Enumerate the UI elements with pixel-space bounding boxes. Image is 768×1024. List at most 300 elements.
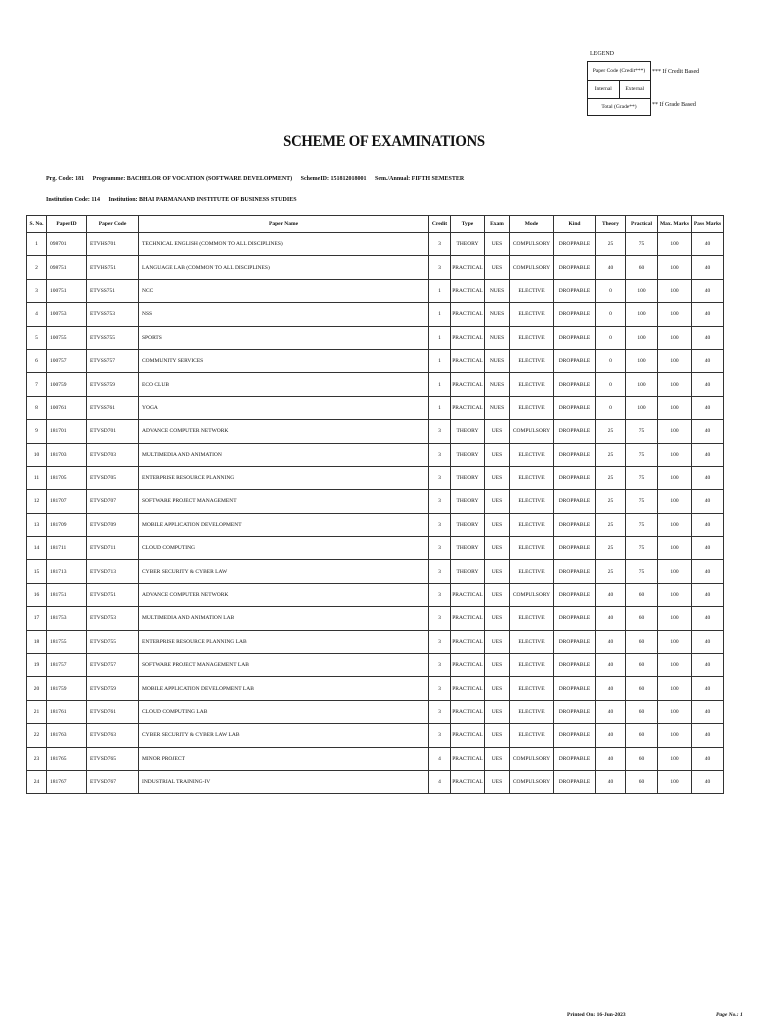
cell-type: PRACTICAL [451,724,485,747]
table-row [27,349,724,372]
cell-exam: NUES [485,326,510,349]
table-row [27,233,724,256]
cell-exam: UES [485,583,510,606]
cell-exam: UES [485,724,510,747]
cell-type: PRACTICAL [451,396,485,419]
cell-mode: COMPULSORY [510,583,554,606]
header-pass-marks: Pass Marks [692,216,724,233]
cell-type: PRACTICAL [451,349,485,372]
cell-kind: DROPPABLE [554,279,596,302]
cell-kind: DROPPABLE [554,700,596,723]
cell-type: PRACTICAL [451,256,485,279]
cell-practical: 75 [626,443,658,466]
cell-type: PRACTICAL [451,607,485,630]
cell-exam: NUES [485,279,510,302]
cell-pass-marks: 40 [692,583,724,606]
cell-credit: 3 [429,420,451,443]
table-row [27,724,724,747]
cell-paper-id: 181709 [47,513,87,536]
institution-info [46,197,304,203]
cell-paper-code: ETVSD709 [87,513,139,536]
cell-credit: 3 [429,654,451,677]
cell-exam: UES [485,700,510,723]
cell-type: PRACTICAL [451,700,485,723]
table-body [27,233,724,794]
cell-max-marks: 100 [658,256,692,279]
cell-practical: 100 [626,279,658,302]
cell-credit: 3 [429,233,451,256]
cell-pass-marks: 40 [692,513,724,536]
cell-sno: 11 [27,466,47,489]
cell-kind: DROPPABLE [554,770,596,793]
cell-sno: 20 [27,677,47,700]
cell-theory: 40 [596,747,626,770]
cell-type: THEORY [451,233,485,256]
cell-sno: 24 [27,770,47,793]
cell-type: PRACTICAL [451,326,485,349]
table-row [27,607,724,630]
cell-practical: 60 [626,583,658,606]
cell-paper-id: 098751 [47,256,87,279]
cell-kind: DROPPABLE [554,373,596,396]
legend-external: External [619,80,651,98]
cell-paper-code: ETVSD701 [87,420,139,443]
cell-sno: 4 [27,303,47,326]
cell-mode: ELECTIVE [510,326,554,349]
cell-sno: 18 [27,630,47,653]
cell-max-marks: 100 [658,233,692,256]
cell-mode: ELECTIVE [510,396,554,419]
institution-name: Institution: BHAI PARMANAND INSTITUTE OF BUSINESS STUDIES [108,197,297,203]
cell-paper-id: 181713 [47,560,87,583]
cell-mode: ELECTIVE [510,373,554,396]
cell-practical: 75 [626,560,658,583]
table-row [27,420,724,443]
cell-pass-marks: 40 [692,256,724,279]
cell-paper-name: MULTIMEDIA AND ANIMATION LAB [139,607,429,630]
cell-type: THEORY [451,490,485,513]
cell-credit: 1 [429,279,451,302]
cell-pass-marks: 40 [692,466,724,489]
cell-credit: 3 [429,700,451,723]
cell-sno: 5 [27,326,47,349]
cell-paper-name: CYBER SECURITY & CYBER LAW [139,560,429,583]
cell-paper-id: 181701 [47,420,87,443]
cell-sno: 21 [27,700,47,723]
cell-pass-marks: 40 [692,560,724,583]
cell-kind: DROPPABLE [554,583,596,606]
cell-exam: UES [485,466,510,489]
cell-practical: 60 [626,654,658,677]
cell-exam: UES [485,677,510,700]
cell-type: THEORY [451,513,485,536]
cell-paper-name: SPORTS [139,326,429,349]
cell-kind: DROPPABLE [554,256,596,279]
cell-paper-id: 100761 [47,396,87,419]
cell-practical: 100 [626,373,658,396]
cell-theory: 0 [596,349,626,372]
cell-practical: 60 [626,630,658,653]
cell-credit: 4 [429,770,451,793]
cell-theory: 40 [596,677,626,700]
cell-paper-name: ADVANCE COMPUTER NETWORK [139,583,429,606]
cell-sno: 17 [27,607,47,630]
cell-practical: 75 [626,233,658,256]
cell-credit: 4 [429,747,451,770]
cell-paper-name: NSS [139,303,429,326]
table-row [27,396,724,419]
cell-paper-id: 181711 [47,537,87,560]
cell-sno: 14 [27,537,47,560]
cell-kind: DROPPABLE [554,747,596,770]
header-paper-code: Paper Code [87,216,139,233]
institution-code: Institution Code: 114 [46,197,101,203]
cell-max-marks: 100 [658,700,692,723]
cell-paper-name: YOGA [139,396,429,419]
cell-theory: 0 [596,326,626,349]
cell-type: PRACTICAL [451,279,485,302]
cell-paper-name: COMMUNITY SERVICES [139,349,429,372]
cell-practical: 75 [626,466,658,489]
cell-paper-id: 181757 [47,654,87,677]
cell-paper-code: ETVSD707 [87,490,139,513]
cell-mode: ELECTIVE [510,560,554,583]
cell-exam: UES [485,256,510,279]
cell-max-marks: 100 [658,747,692,770]
header-paper-name: Paper Name [139,216,429,233]
cell-max-marks: 100 [658,583,692,606]
cell-practical: 75 [626,490,658,513]
cell-credit: 1 [429,396,451,419]
scheme-table [26,215,724,794]
cell-theory: 40 [596,583,626,606]
cell-credit: 1 [429,373,451,396]
cell-paper-id: 100755 [47,326,87,349]
cell-max-marks: 100 [658,513,692,536]
cell-theory: 40 [596,607,626,630]
cell-max-marks: 100 [658,373,692,396]
legend-note-credit: *** If Credit Based [652,69,700,75]
cell-sno: 22 [27,724,47,747]
cell-paper-id: 181707 [47,490,87,513]
cell-kind: DROPPABLE [554,560,596,583]
cell-theory: 25 [596,233,626,256]
cell-exam: UES [485,560,510,583]
cell-exam: UES [485,770,510,793]
cell-mode: ELECTIVE [510,724,554,747]
cell-paper-id: 100757 [47,349,87,372]
cell-pass-marks: 40 [692,747,724,770]
cell-paper-name: TECHNICAL ENGLISH (COMMON TO ALL DISCIPLINES) [139,233,429,256]
cell-exam: UES [485,537,510,560]
cell-paper-id: 100759 [47,373,87,396]
cell-exam: UES [485,490,510,513]
cell-kind: DROPPABLE [554,466,596,489]
cell-pass-marks: 40 [692,303,724,326]
cell-theory: 25 [596,560,626,583]
cell-credit: 3 [429,677,451,700]
cell-credit: 1 [429,349,451,372]
cell-max-marks: 100 [658,349,692,372]
cell-pass-marks: 40 [692,420,724,443]
cell-paper-name: MOBILE APPLICATION DEVELOPMENT [139,513,429,536]
cell-exam: UES [485,607,510,630]
cell-kind: DROPPABLE [554,420,596,443]
cell-practical: 60 [626,770,658,793]
cell-paper-name: CLOUD COMPUTING LAB [139,700,429,723]
cell-paper-code: ETVSS751 [87,279,139,302]
cell-credit: 3 [429,256,451,279]
table-row [27,466,724,489]
cell-sno: 3 [27,279,47,302]
cell-mode: COMPULSORY [510,256,554,279]
legend-total: Total (Grade**) [601,103,637,110]
cell-paper-id: 098701 [47,233,87,256]
cell-practical: 60 [626,724,658,747]
page-number: Page No.: 1 [716,1012,743,1018]
cell-paper-code: ETVHS751 [87,256,139,279]
cell-paper-id: 181763 [47,724,87,747]
cell-type: THEORY [451,466,485,489]
table-row [27,326,724,349]
cell-mode: ELECTIVE [510,513,554,536]
legend-paper-code: Paper Code (Credit***) [588,62,650,81]
cell-pass-marks: 40 [692,349,724,372]
cell-paper-id: 181759 [47,677,87,700]
cell-exam: NUES [485,373,510,396]
cell-kind: DROPPABLE [554,607,596,630]
printed-on: Printed On: 16-Jun-2023 [567,1012,626,1018]
cell-paper-name: ECO CLUB [139,373,429,396]
cell-credit: 3 [429,560,451,583]
cell-kind: DROPPABLE [554,537,596,560]
cell-theory: 25 [596,420,626,443]
cell-type: PRACTICAL [451,654,485,677]
cell-pass-marks: 40 [692,233,724,256]
cell-practical: 100 [626,396,658,419]
cell-type: THEORY [451,443,485,466]
header-sno: S. No. [27,216,47,233]
cell-paper-code: ETVSD755 [87,630,139,653]
cell-exam: UES [485,233,510,256]
cell-sno: 13 [27,513,47,536]
cell-theory: 0 [596,373,626,396]
table-row [27,256,724,279]
cell-max-marks: 100 [658,630,692,653]
cell-credit: 3 [429,724,451,747]
cell-sno: 1 [27,233,47,256]
cell-mode: ELECTIVE [510,466,554,489]
cell-paper-name: MOBILE APPLICATION DEVELOPMENT LAB [139,677,429,700]
cell-max-marks: 100 [658,490,692,513]
cell-pass-marks: 40 [692,279,724,302]
cell-exam: UES [485,443,510,466]
cell-mode: COMPULSORY [510,233,554,256]
header-theory: Theory [596,216,626,233]
cell-max-marks: 100 [658,537,692,560]
cell-practical: 60 [626,677,658,700]
cell-paper-id: 181755 [47,630,87,653]
cell-pass-marks: 40 [692,443,724,466]
header-credit: Credit [429,216,451,233]
cell-paper-code: ETVSS753 [87,303,139,326]
cell-max-marks: 100 [658,607,692,630]
table-row [27,770,724,793]
table-row [27,583,724,606]
cell-mode: ELECTIVE [510,490,554,513]
cell-max-marks: 100 [658,326,692,349]
table-row [27,560,724,583]
cell-credit: 3 [429,490,451,513]
cell-max-marks: 100 [658,279,692,302]
cell-mode: ELECTIVE [510,303,554,326]
legend-marks-row [588,80,650,99]
legend-internal: Internal [594,86,612,92]
cell-sno: 2 [27,256,47,279]
cell-paper-code: ETVSS755 [87,326,139,349]
cell-max-marks: 100 [658,654,692,677]
cell-max-marks: 100 [658,560,692,583]
cell-mode: ELECTIVE [510,349,554,372]
cell-kind: DROPPABLE [554,303,596,326]
cell-theory: 25 [596,537,626,560]
cell-max-marks: 100 [658,770,692,793]
cell-paper-code: ETVSD703 [87,443,139,466]
cell-pass-marks: 40 [692,607,724,630]
cell-pass-marks: 40 [692,700,724,723]
page-title: SCHEME OF EXAMINATIONS [283,133,485,150]
cell-theory: 25 [596,490,626,513]
cell-paper-code: ETVSD763 [87,724,139,747]
cell-paper-name: INDUSTRIAL TRAINING-IV [139,770,429,793]
cell-mode: ELECTIVE [510,700,554,723]
cell-mode: ELECTIVE [510,677,554,700]
cell-credit: 1 [429,303,451,326]
legend-box [587,61,651,116]
cell-mode: ELECTIVE [510,607,554,630]
table-row [27,747,724,770]
cell-theory: 40 [596,700,626,723]
table-row [27,279,724,302]
cell-kind: DROPPABLE [554,630,596,653]
cell-max-marks: 100 [658,443,692,466]
cell-kind: DROPPABLE [554,396,596,419]
cell-mode: ELECTIVE [510,630,554,653]
cell-paper-name: MULTIMEDIA AND ANIMATION [139,443,429,466]
cell-exam: UES [485,654,510,677]
cell-paper-code: ETVSD759 [87,677,139,700]
cell-kind: DROPPABLE [554,513,596,536]
cell-mode: ELECTIVE [510,654,554,677]
cell-type: THEORY [451,420,485,443]
cell-exam: UES [485,420,510,443]
cell-type: PRACTICAL [451,770,485,793]
cell-paper-code: ETVSD761 [87,700,139,723]
header-kind: Kind [554,216,596,233]
cell-sno: 12 [27,490,47,513]
legend-title: LEGEND [590,51,614,57]
cell-pass-marks: 40 [692,326,724,349]
cell-paper-code: ETVSD767 [87,770,139,793]
table-header-row [27,216,724,233]
table-row [27,537,724,560]
cell-practical: 100 [626,349,658,372]
cell-pass-marks: 40 [692,770,724,793]
cell-paper-id: 100751 [47,279,87,302]
cell-type: PRACTICAL [451,747,485,770]
cell-paper-code: ETVSS761 [87,396,139,419]
cell-theory: 40 [596,724,626,747]
cell-exam: NUES [485,349,510,372]
cell-exam: UES [485,513,510,536]
cell-paper-name: NCC [139,279,429,302]
cell-sno: 8 [27,396,47,419]
header-exam: Exam [485,216,510,233]
cell-pass-marks: 40 [692,396,724,419]
cell-paper-name: CLOUD COMPUTING [139,537,429,560]
cell-paper-name: LANGUAGE LAB (COMMON TO ALL DISCIPLINES) [139,256,429,279]
programme: Programme: BACHELOR OF VOCATION (SOFTWARE DEVELOPMENT) [92,176,293,182]
cell-paper-code: ETVSS757 [87,349,139,372]
cell-paper-id: 181703 [47,443,87,466]
cell-type: PRACTICAL [451,630,485,653]
cell-pass-marks: 40 [692,373,724,396]
cell-paper-name: SOFTWARE PROJECT MANAGEMENT LAB [139,654,429,677]
cell-paper-name: ENTERPRISE RESOURCE PLANNING [139,466,429,489]
cell-pass-marks: 40 [692,490,724,513]
cell-kind: DROPPABLE [554,490,596,513]
cell-max-marks: 100 [658,724,692,747]
table-row [27,630,724,653]
cell-mode: ELECTIVE [510,537,554,560]
cell-practical: 60 [626,607,658,630]
cell-pass-marks: 40 [692,630,724,653]
cell-pass-marks: 40 [692,677,724,700]
cell-paper-code: ETVSS759 [87,373,139,396]
cell-kind: DROPPABLE [554,233,596,256]
cell-practical: 75 [626,513,658,536]
table-row [27,677,724,700]
cell-pass-marks: 40 [692,654,724,677]
cell-theory: 25 [596,513,626,536]
table-row [27,443,724,466]
cell-credit: 3 [429,537,451,560]
cell-kind: DROPPABLE [554,724,596,747]
cell-theory: 40 [596,654,626,677]
cell-paper-code: ETVSD753 [87,607,139,630]
cell-theory: 0 [596,279,626,302]
cell-credit: 1 [429,326,451,349]
table-row [27,513,724,536]
cell-theory: 40 [596,256,626,279]
cell-type: PRACTICAL [451,583,485,606]
cell-mode: ELECTIVE [510,443,554,466]
cell-practical: 75 [626,420,658,443]
cell-pass-marks: 40 [692,724,724,747]
cell-credit: 3 [429,583,451,606]
cell-sno: 19 [27,654,47,677]
cell-mode: ELECTIVE [510,279,554,302]
cell-paper-id: 100753 [47,303,87,326]
cell-paper-name: SOFTWARE PROJECT MANAGEMENT [139,490,429,513]
programme-info [46,176,471,182]
cell-kind: DROPPABLE [554,349,596,372]
cell-practical: 60 [626,256,658,279]
cell-kind: DROPPABLE [554,443,596,466]
cell-credit: 3 [429,443,451,466]
header-paper-id: PaperID [47,216,87,233]
cell-practical: 60 [626,747,658,770]
